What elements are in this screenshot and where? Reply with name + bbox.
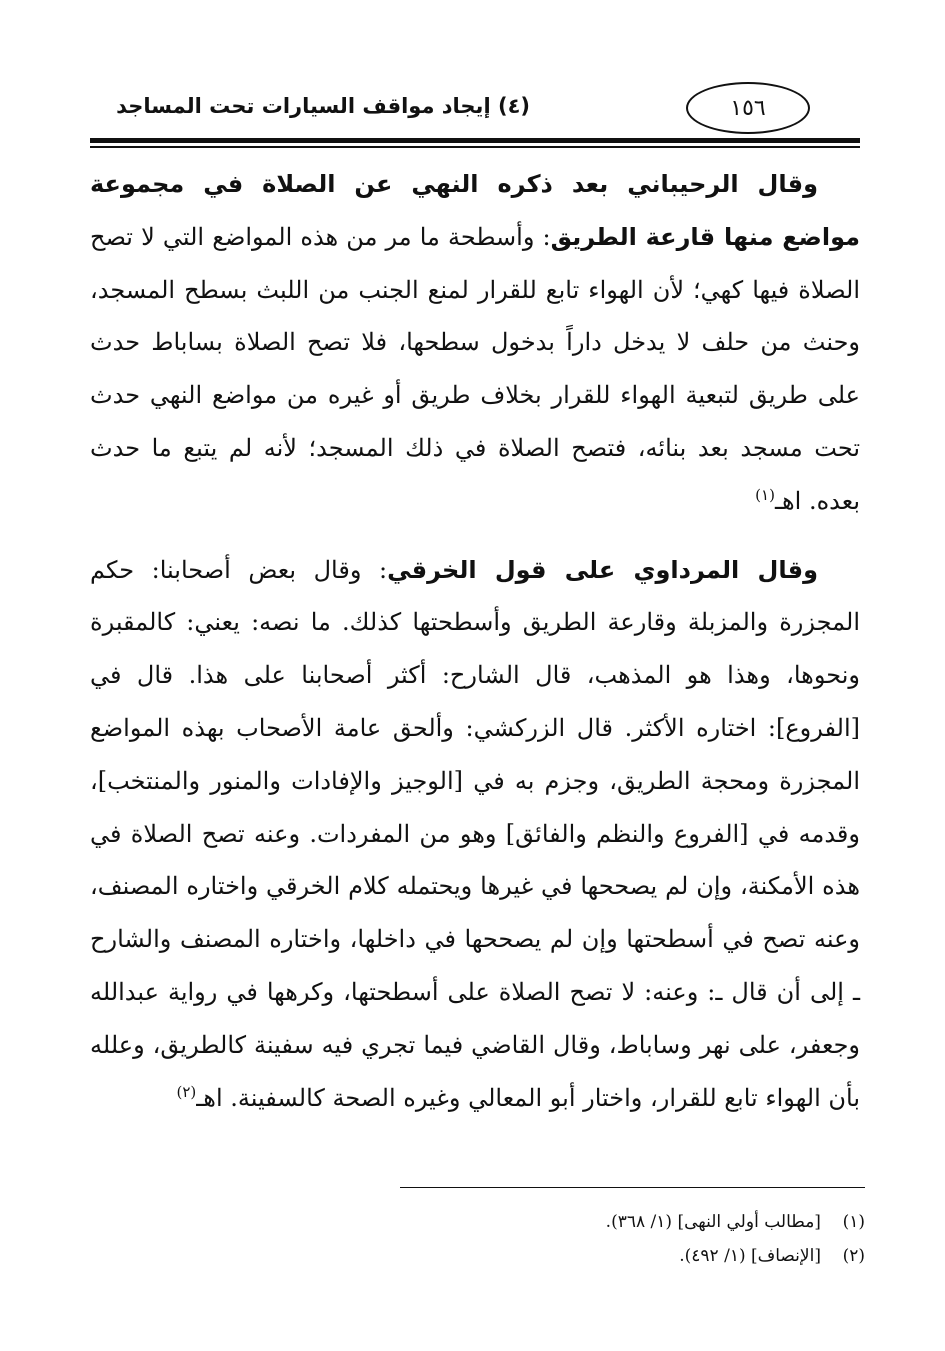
paragraph-2-bold-lead: وقال المرداوي على قول الخرقي: [387, 555, 818, 584]
page-number: ١٥٦: [730, 95, 766, 121]
chapter-title: (٤) إيجاد مواقف السيارات تحت المساجد: [116, 94, 530, 118]
footnote-2: [90, 1239, 865, 1273]
footnotes: [90, 1205, 865, 1273]
footnote-1-number: (١): [842, 1212, 865, 1232]
footnote-1-text: [مطالب أولي النهى] (١/ ٣٦٨).: [605, 1212, 821, 1232]
paragraph-2-text: : وقال بعض أصحابنا: حكم المجزرة والمزبلة وقارعة الطريق وأسطحتها كذلك. ما نصه: يعني: كالمقبرة ونحوها، وهذا هو المذهب، قال الشارح: أكثر أصحابنا على هذا. قال في [الفروع]: اختاره الأكثر. قال الزركشي: وألحق عامة الأصحاب بهذه المواضع المجزرة ومحجة الطريق، وجزم به في [الوجيز والإفادات والمنور والمنتخب]، وقدمه في [الفروع والنظم والفائق] وهو من المفردات. وعنه تصح الصلاة في هذه الأمكنة، وإن لم يصححها في غيرها ويحتمله كلام الخرقي واختاره المصنف، وعنه تصح في أسطحتها وإن لم يصححها في داخلها، واختاره المصنف والشارح ـ إلى أن قال ـ: وعنه: لا تصح الصلاة على أسطحتها، وكرهها في رواية عبدالله وجعفر، على نهر وساباط، وقال القاضي فيما تجري فيه سفينة كالطريق، وعلله بأن الهواء تابع للقرار، واختار أبو المعالي وغيره الصحة كالسفينة. اهـ: [90, 555, 860, 1112]
body-text: [90, 158, 860, 1124]
paragraph-2: [90, 544, 860, 1125]
paragraph-1-text: : وأسطحة ما مر من هذه المواضع التي لا تصح الصلاة فيها كهي؛ لأن الهواء تابع للقرار لمنع الجنب من اللبث بسطح المسجد، وحنث من حلف لا يدخل داراً بدخول سطحها، فلا تصح الصلاة بساباط حدث على طريق لتبعية الهواء للقرار بخلاف طريق أو غيره من مواضع النهي حدث تحت مسجد بعد بنائه، فتصح الصلاة في ذلك المسجد؛ لأنه لم يتبع ما حدث بعده. اهـ: [90, 222, 860, 515]
footnote-separator: [400, 1187, 865, 1188]
footnote-2-text: [الإنصاف] (١/ ٤٩٢).: [679, 1246, 821, 1266]
footnote-ref-1: (١): [755, 485, 775, 504]
page-header: [90, 80, 860, 150]
paragraph-1: [90, 158, 860, 528]
footnote-1: [90, 1205, 865, 1239]
footnote-2-number: (٢): [842, 1246, 865, 1266]
footnote-ref-2: (٢): [176, 1082, 197, 1101]
header-rule-thick: [90, 138, 860, 143]
paragraph-1-bold-lead: وقال الرحيباني بعد ذكره النهي عن الصلاة في مجموعة مواضع منها قارعة الطريق: [90, 170, 861, 251]
header-rule-thin: [90, 146, 860, 148]
page-number-oval: [686, 82, 810, 134]
